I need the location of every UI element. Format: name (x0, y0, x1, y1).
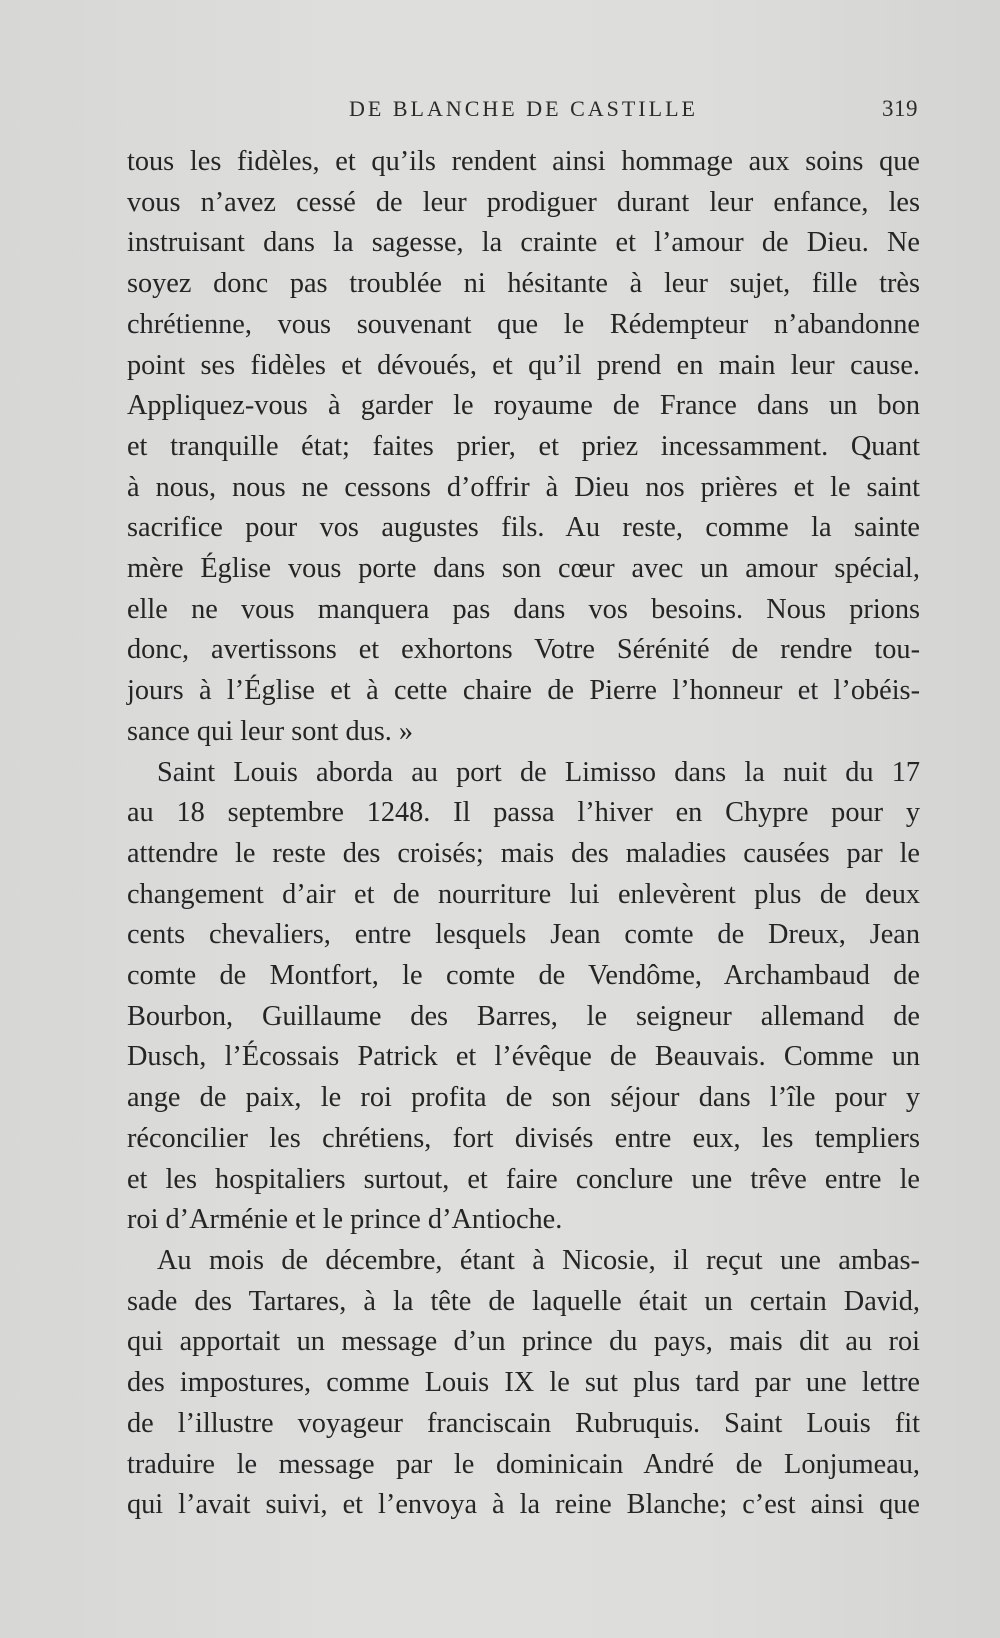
text-line: vous n’avez cessé de leur prodiguer durant leur enfance, les (127, 186, 920, 218)
text-line: cents chevaliers, entre lesquels Jean comte de Dreux, Jean (127, 919, 920, 951)
text-line: attendre le reste des croisés; mais des maladies causées par le (127, 837, 920, 869)
text-line: ange de paix, le roi profita de son séjour dans l’île pour y (127, 1082, 920, 1114)
text-line: soyez donc pas troublée ni hésitante à leur sujet, fille très (127, 268, 920, 300)
text-line: sance qui leur sont dus. » (127, 715, 414, 747)
text-line: Saint Louis aborda au port de Limisso dans la nuit du 17 (157, 756, 920, 788)
page-header (127, 96, 920, 126)
text-line: sade des Tartares, à la tête de laquelle était un certain David, (127, 1285, 920, 1317)
text-line: au 18 septembre 1248. Il passa l’hiver en Chypre pour y (127, 797, 920, 829)
text-line: sacrifice pour vos augustes fils. Au reste, comme la sainte (127, 512, 920, 544)
text-line: Appliquez-vous à garder le royaume de France dans un bon (127, 390, 920, 422)
text-line: traduire le message par le dominicain André de Lonjumeau, (127, 1448, 920, 1480)
text-line: qui l’avait suivi, et l’envoya à la reine Blanche; c’est ainsi que (127, 1489, 920, 1521)
text-line: instruisant dans la sagesse, la crainte et l’amour de Dieu. Ne (127, 227, 920, 259)
text-line: Dusch, l’Écossais Patrick et l’évêque de Beauvais. Comme un (127, 1041, 920, 1073)
text-line: et les hospitaliers surtout, et faire conclure une trêve entre le (127, 1163, 920, 1195)
text-line: des impostures, comme Louis IX le sut plus tard par une lettre (127, 1367, 920, 1399)
text-line: Bourbon, Guillaume des Barres, le seigneur allemand de (127, 1000, 920, 1032)
body-text (127, 142, 920, 1526)
text-line: tous les fidèles, et qu’ils rendent ainsi hommage aux soins que (127, 146, 920, 177)
text-line: point ses fidèles et dévoués, et qu’il prend en main leur cause. (127, 349, 920, 381)
text-line: mère Église vous porte dans son cœur avec un amour spécial, (127, 553, 920, 585)
text-line: roi d’Arménie et le prince d’Antioche. (127, 1204, 563, 1236)
text-line: et tranquille état; faites prier, et priez incessamment. Quant (127, 430, 920, 462)
text-line: donc, avertissons et exhortons Votre Sérénité de rendre tou- (127, 634, 920, 666)
text-line: comte de Montfort, le comte de Vendôme, Archambaud de (127, 960, 920, 992)
page-number: 319 (882, 96, 918, 121)
text-line: de l’illustre voyageur franciscain Rubruquis. Saint Louis fit (127, 1407, 920, 1439)
text-line: Au mois de décembre, étant à Nicosie, il reçut une ambas- (157, 1244, 920, 1276)
text-line: elle ne vous manquera pas dans vos besoins. Nous prions (127, 593, 920, 625)
text-line: changement d’air et de nourriture lui enlevèrent plus de deux (127, 878, 920, 910)
text-line: à nous, nous ne cessons d’offrir à Dieu nos prières et le saint (127, 471, 920, 503)
text-line: réconcilier les chrétiens, fort divisés entre eux, les templiers (127, 1122, 920, 1154)
text-line: qui apportait un message d’un prince du pays, mais dit au roi (127, 1326, 920, 1358)
text-line: chrétienne, vous souvenant que le Rédempteur n’abandonne (127, 308, 920, 340)
running-head: DE BLANCHE DE CASTILLE (349, 96, 698, 121)
text-line: jours à l’Église et à cette chaire de Pierre l’honneur et l’obéis- (127, 675, 920, 707)
